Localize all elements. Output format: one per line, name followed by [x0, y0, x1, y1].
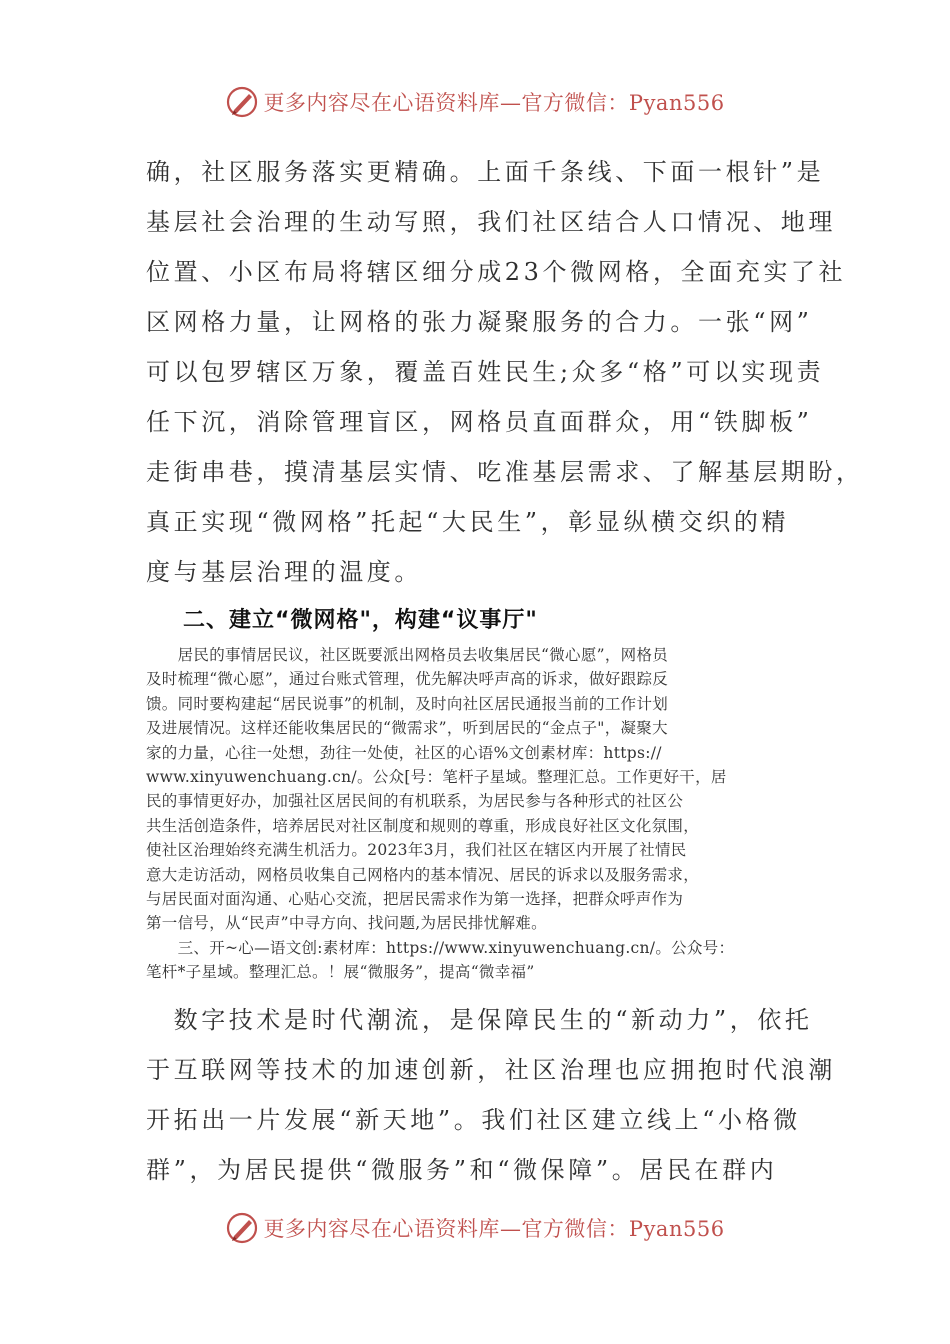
- text-line: 任下沉，消除管理盲区，网格员直面群众，用“铁脚板”: [146, 408, 813, 436]
- text-line: 三、开~心—语文创:素材库：https://www.xinyuwenchuang.cn/。公众号：: [146, 938, 735, 957]
- text-line: 于互联网等技术的加速创新，社区治理也应拥抱时代浪潮: [146, 1056, 836, 1084]
- text-line: 基层社会治理的生动写照，我们社区结合人口情况、地理: [146, 208, 836, 236]
- paragraph-1: [146, 147, 864, 597]
- text-line: 共生活创造条件，培养居民对社区制度和规则的尊重，形成良好社区文化氛围，: [146, 816, 700, 835]
- text-line: www.xinyuwenchuang.cn/。公众[号：笔杆子星域。整理汇总。工作更好干，居: [146, 767, 727, 786]
- text-line: 笔杆*子星域。整理汇总。！展“微服务”，提高“微幸福”: [146, 963, 535, 982]
- text-line: 确，社区服务落实更精确。上面千条线、下面一根针”是: [146, 158, 825, 186]
- text-line: 数字技术是时代潮流，是保障民生的“新动力”，依托: [146, 1006, 813, 1034]
- banner-text: [263, 1213, 724, 1243]
- text-line: 及时梳理“微心愿”，通过台账式管理，优先解决呼声高的诉求，做好跟踪反: [146, 670, 669, 689]
- text-line: 第一信号，从“民声”中寻方向、找问题,为居民排忧解难。: [146, 914, 547, 933]
- text-line: 走街串巷，摸清基层实情、吃准基层需求、了解基层期盼，: [146, 458, 864, 486]
- text-line: 馈。同时要构建起“居民说事”的机制，及时向社区居民通报当前的工作计划: [146, 694, 669, 713]
- text-line: 度与基层治理的温度。: [146, 558, 422, 586]
- section-heading: 二、建立“微网格"，构建“议事厅": [183, 608, 538, 633]
- text-line: 民的事情更好办，加强社区居民间的有机联系，为居民参与各种形式的社区公: [146, 792, 684, 811]
- paragraph-2: [146, 643, 806, 984]
- text-line: 与居民面对面沟通、心贴心交流，把居民需求作为第一选择，把群众呼声作为: [146, 889, 684, 908]
- text-line: 区网格力量，让网格的张力凝聚服务的合力。一张“网”: [146, 308, 813, 336]
- banner-dash: —: [499, 91, 522, 115]
- banner-dash: —: [499, 1217, 522, 1241]
- text-line: 居民的事情居民议，社区既要派出网格员去收集居民“微心愿”，网格员: [146, 646, 669, 664]
- banner-wechat: 官方微信：Pyan556: [521, 91, 725, 115]
- header-banner: [0, 82, 950, 122]
- text-line: 可以包罗辖区万象，覆盖百姓民生;众多“格”可以实现责: [146, 358, 825, 386]
- banner-title: 更多内容尽在心语资料库: [263, 1217, 500, 1241]
- text-line: 意大走访活动，网格员收集自己网格内的基本情况、居民的诉求以及服务需求，: [146, 865, 700, 884]
- pen-logo-icon: [225, 1211, 259, 1245]
- text-line: 及进展情况。这样还能收集居民的“微需求”，听到居民的“金点子"，凝聚大: [146, 719, 668, 738]
- paragraph-4: [146, 995, 836, 1195]
- pen-logo-icon: [225, 85, 259, 119]
- text-line: 家的力量，心往一处想，劲往一处使，社区的心语%文创素材库：https://: [146, 743, 662, 762]
- banner-wechat: 官方微信：Pyan556: [521, 1217, 725, 1241]
- footer-banner: [0, 1208, 950, 1248]
- text-line: 开拓出一片发展“新天地”。我们社区建立线上“小格微: [146, 1106, 801, 1134]
- text-line: 位置、小区布局将辖区细分成23个微网格，全面充实了社: [146, 258, 847, 286]
- banner-title: 更多内容尽在心语资料库: [263, 91, 500, 115]
- text-line: 真正实现“微网格”托起“大民生”，彰显纵横交织的精: [146, 508, 790, 536]
- banner-text: [263, 87, 724, 117]
- text-line: 群”，为居民提供“微服务”和“微保障”。居民在群内: [146, 1156, 778, 1184]
- text-line: 使社区治理始终充满生机活力。2023年3月，我们社区在辖区内开展了社情民: [146, 841, 687, 860]
